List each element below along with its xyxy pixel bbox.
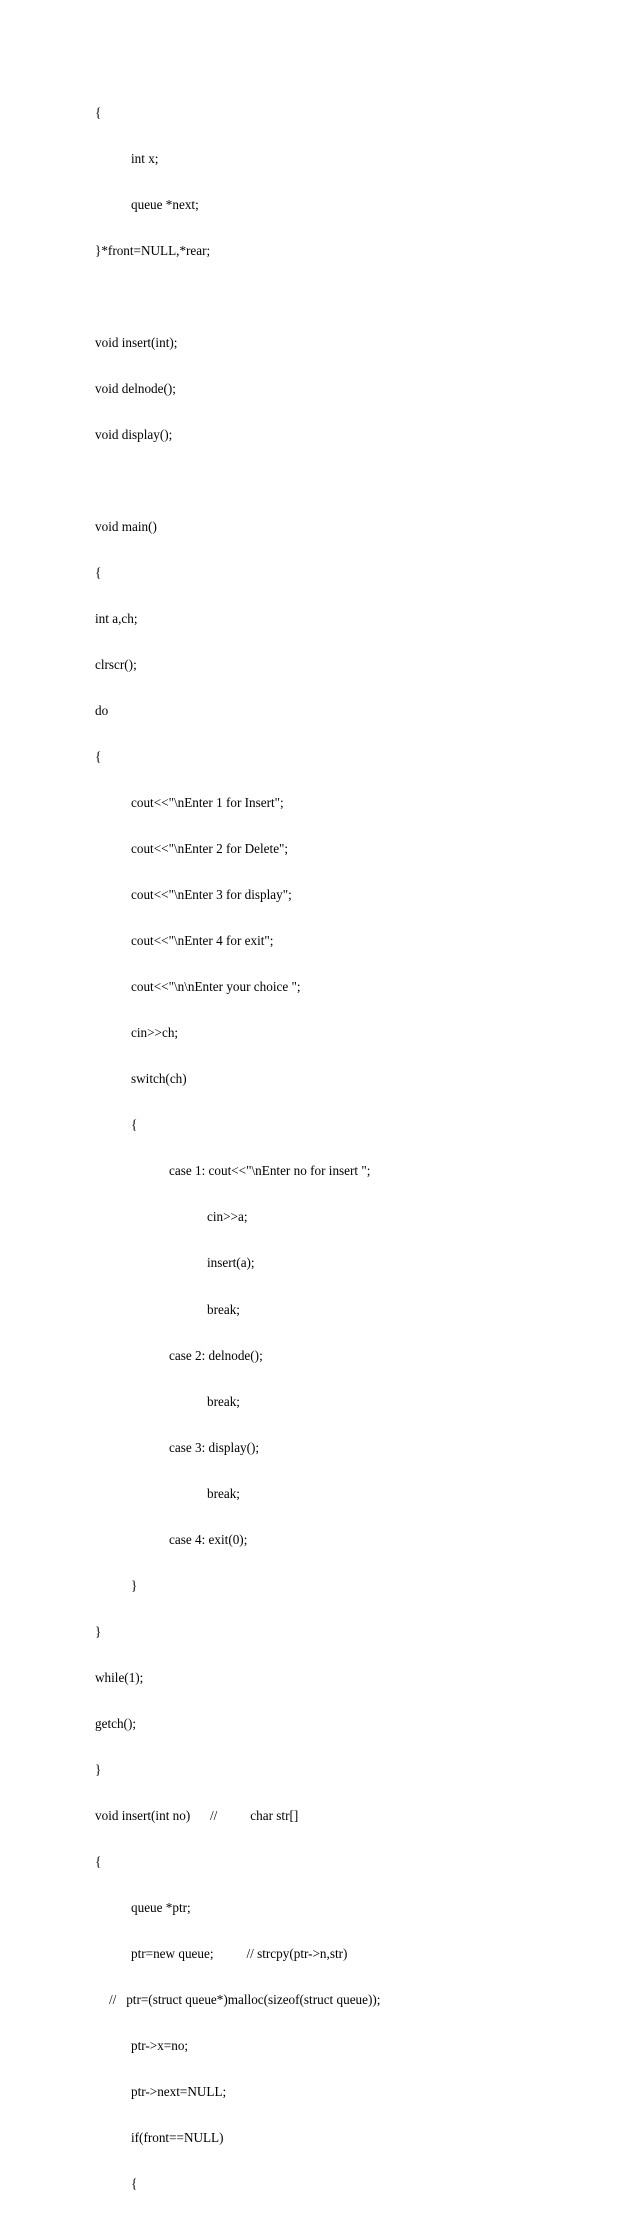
- code-line: case 4: exit(0);: [169, 1531, 248, 1547]
- code-line: cout<<"\nEnter 3 for display";: [131, 887, 292, 903]
- code-line: ptr->next=NULL;: [131, 2084, 227, 2100]
- code-line: ptr=new queue; // strcpy(ptr->n,str): [131, 1945, 348, 1961]
- code-line: case 2: delnode();: [169, 1347, 263, 1363]
- code-line: {: [95, 104, 102, 120]
- blank-line: [95, 289, 615, 304]
- code-line: getch();: [95, 1715, 137, 1731]
- code-line: while(1);: [95, 1669, 144, 1685]
- code-line: {: [95, 749, 102, 765]
- code-line: case 1: cout<<"\nEnter no for insert ";: [169, 1163, 371, 1179]
- code-line: queue *next;: [131, 196, 199, 212]
- code-line: {: [95, 1853, 102, 1869]
- code-line: break;: [207, 1485, 240, 1501]
- code-line: {: [131, 2176, 138, 2192]
- code-line: do: [95, 703, 109, 719]
- code-line: int x;: [131, 150, 159, 166]
- code-line: clrscr();: [95, 657, 137, 673]
- code-line: cout<<"\n\nEnter your choice ";: [131, 979, 301, 995]
- code-listing: [95, 74, 615, 2222]
- code-line: void insert(int no) // char str[]: [95, 1807, 299, 1823]
- code-line: break;: [207, 1301, 240, 1317]
- code-line: {: [95, 565, 102, 580]
- code-line: cin>>ch;: [131, 1025, 179, 1041]
- code-line: ptr->x=no;: [131, 2038, 189, 2053]
- code-line: break;: [207, 1393, 240, 1409]
- code-line: // ptr=(struct queue*)malloc(sizeof(struct queue));: [109, 1991, 381, 2007]
- code-line: {: [131, 1117, 138, 1133]
- code-line: int a,ch;: [95, 611, 138, 627]
- code-line: if(front==NULL): [131, 2130, 224, 2146]
- code-line: case 3: display();: [169, 1439, 260, 1455]
- code-line: }: [95, 1761, 102, 1777]
- code-line: }*front=NULL,*rear;: [95, 242, 211, 258]
- code-line: void delnode();: [95, 380, 176, 396]
- code-line: void main(): [95, 518, 157, 534]
- code-line: }: [131, 1577, 138, 1593]
- blank-line: [95, 473, 615, 488]
- code-line: cout<<"\nEnter 2 for Delete";: [131, 841, 289, 857]
- code-line: insert(a);: [207, 1255, 255, 1271]
- code-line: cin>>a;: [207, 1209, 248, 1225]
- code-line: }: [95, 1623, 102, 1639]
- code-line: cout<<"\nEnter 4 for exit";: [131, 933, 274, 949]
- code-line: switch(ch): [131, 1071, 187, 1087]
- code-line: cout<<"\nEnter 1 for Insert";: [131, 795, 284, 811]
- code-line: queue *ptr;: [131, 1899, 191, 1915]
- code-line: void insert(int);: [95, 334, 178, 350]
- code-line: void display();: [95, 426, 173, 442]
